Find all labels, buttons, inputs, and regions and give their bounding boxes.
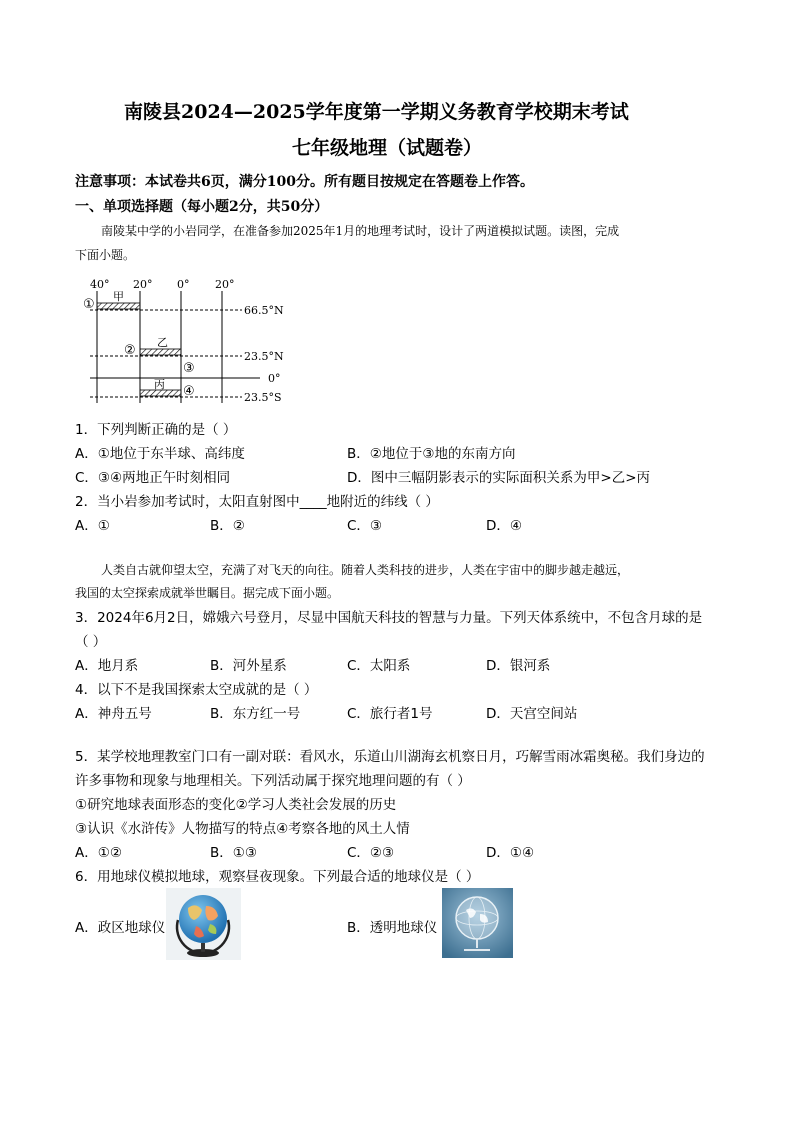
exam-subtitle: 七年级地理（试题卷） xyxy=(292,137,483,159)
intro-paragraph-1: 南陵某中学的小岩同学，在准备参加2025年1月的地理考试时，设计了两道模拟试题。读图，完成 xyxy=(101,224,620,238)
q5-items-1: ①研究地球表面形态的变化②学习人类社会发展的历史 xyxy=(75,797,397,813)
q2-option-c: C．③ xyxy=(347,518,383,534)
latitude-longitude-map xyxy=(82,277,302,409)
q5-option-b: B．①③ xyxy=(210,845,257,861)
point-label-4: ④ xyxy=(183,384,195,399)
q3-option-c: C．太阳系 xyxy=(347,658,411,674)
q1-stem: 1．下列判断正确的是（ ） xyxy=(75,422,237,438)
q5-option-d: D．①④ xyxy=(486,845,535,861)
point-label-2: ② xyxy=(124,343,136,358)
region-yi-hatch xyxy=(140,349,181,355)
q1-option-c: C．③④两地正午时刻相同 xyxy=(75,470,231,486)
lat-label-23n: 23.5°N xyxy=(244,350,284,363)
q5-option-a: A．①② xyxy=(75,845,122,861)
q3-stem-cont: （ ） xyxy=(75,634,107,650)
q1-option-b: B．②地位于③地的东南方向 xyxy=(347,446,516,462)
transparent-globe-image xyxy=(442,888,513,958)
q5-items-2: ③认识《水浒传》人物描写的特点④考察各地的风土人情 xyxy=(75,821,410,837)
point-label-1: ① xyxy=(83,297,95,312)
q3-option-b: B．河外星系 xyxy=(210,658,287,674)
q4-option-b: B．东方红一号 xyxy=(210,706,301,722)
q1-option-a: A．①地位于东半球、高纬度 xyxy=(75,446,245,462)
political-globe-image xyxy=(166,888,241,960)
q5-stem-cont: 许多事物和现象与地理相关。下列活动属于探究地理问题的有（ ） xyxy=(75,773,471,789)
intro-paragraph-1-cont: 下面小题。 xyxy=(75,248,136,262)
q4-option-a: A．神舟五号 xyxy=(75,706,152,722)
q6-stem: 6．用地球仪模拟地球，观察昼夜现象。下列最合适的地球仪是（ ） xyxy=(75,869,480,885)
notice: 注意事项：本试卷共6页，满分100分。所有题目按规定在答题卷上作答。 xyxy=(75,174,534,190)
lon-label-20w: 20° xyxy=(133,278,153,291)
q5-stem: 5．某学校地理教室门口有一副对联：看风水，乐道山川湖海玄机察日月，巧解雪雨冰霜奥秘。我们身边的 xyxy=(75,749,705,765)
intro-paragraph-2-cont: 我国的太空探索成就举世瞩目。据完成下面小题。 xyxy=(75,586,340,600)
q4-stem: 4．以下不是我国探索太空成就的是（ ） xyxy=(75,682,318,698)
point-label-3: ③ xyxy=(183,361,195,376)
q1-option-d: D．图中三幅阴影表示的实际面积关系为甲>乙>丙 xyxy=(347,470,651,486)
intro-paragraph-2: 人类自古就仰望太空，充满了对飞天的向往。随着人类科技的进步，人类在宇宙中的脚步越走越远， xyxy=(101,563,630,577)
lon-label-40: 40° xyxy=(90,278,110,291)
q3-option-d: D．银河系 xyxy=(486,658,551,674)
q2-option-b: B．② xyxy=(210,518,245,534)
q2-stem: 2．当小岩参加考试时，太阳直射图中____地附近的纬线（ ） xyxy=(75,494,439,510)
region-jia-hatch xyxy=(97,303,140,309)
q3-stem: 3．2024年6月2日，嫦娥六号登月，尽显中国航天科技的智慧与力量。下列天体系统中，不包含月球的是 xyxy=(75,610,703,626)
lon-label-20e: 20° xyxy=(215,278,235,291)
q6-option-a: A．政区地球仪 xyxy=(75,920,166,936)
q3-option-a: A．地月系 xyxy=(75,658,139,674)
q4-option-d: D．天宫空间站 xyxy=(486,706,578,722)
lon-label-0: 0° xyxy=(177,278,190,291)
exam-title: 南陵县2024—2025学年度第一学期义务教育学校期末考试 xyxy=(124,101,629,123)
section-heading: 一、单项选择题（每小题2分，共50分） xyxy=(75,199,329,215)
q4-option-c: C．旅行者1号 xyxy=(347,706,433,722)
lat-label-0: 0° xyxy=(268,372,281,385)
lat-label-23s: 23.5°S xyxy=(244,391,282,404)
q2-option-a: A．① xyxy=(75,518,110,534)
region-label-yi: 乙 xyxy=(157,336,168,349)
lat-label-66n: 66.5°N xyxy=(244,304,284,317)
q5-option-c: C．②③ xyxy=(347,845,395,861)
region-label-jia: 甲 xyxy=(113,290,124,303)
q2-option-d: D．④ xyxy=(486,518,522,534)
q6-option-b: B．透明地球仪 xyxy=(347,920,438,936)
region-label-bing: 丙 xyxy=(154,378,165,391)
